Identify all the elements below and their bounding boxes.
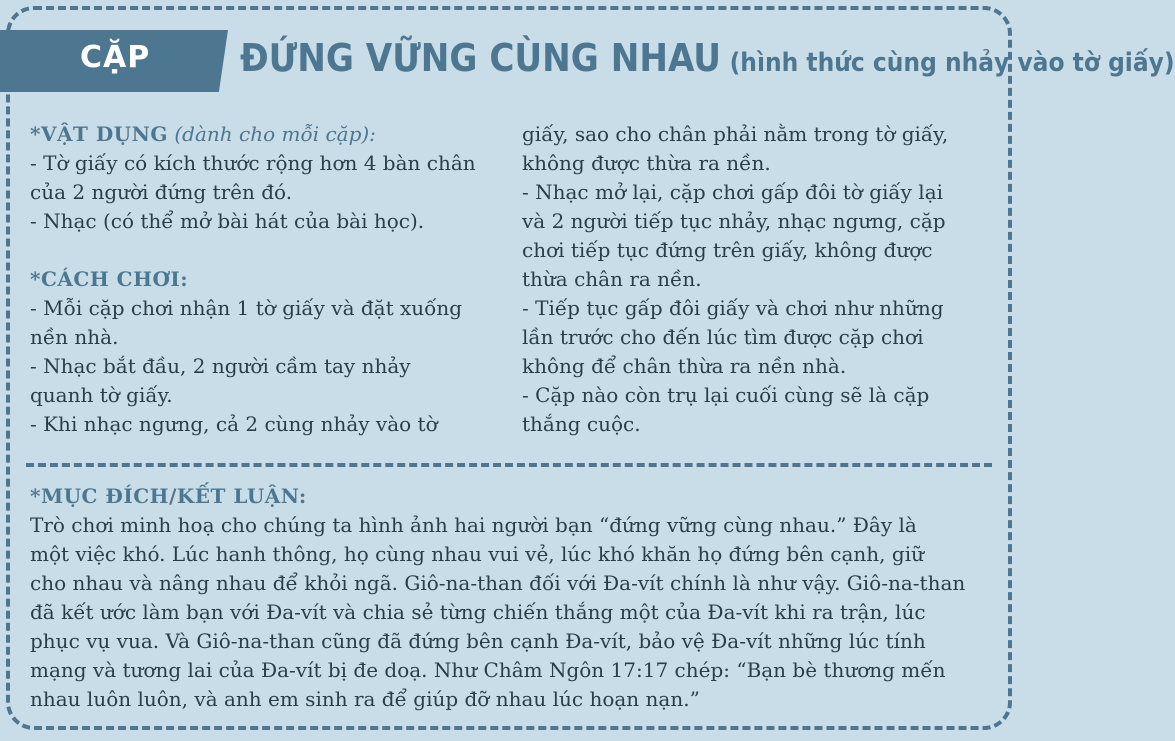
purpose-heading: *MỤC ĐÍCH/KẾT LUẬN: xyxy=(30,484,307,508)
howto-line: nền nhà. xyxy=(30,325,119,349)
howto-line: - Mỗi cặp chơi nhận 1 tờ giấy và đặt xuống xyxy=(30,296,463,320)
materials-heading-line xyxy=(30,120,510,149)
howto-line: - Nhạc bắt đầu, 2 người cầm tay nhảy xyxy=(30,354,411,378)
purpose-line: một việc khó. Lúc hanh thông, họ cùng nhau vui vẻ, lúc khó khăn họ đứng bên cạnh, giữ xyxy=(30,542,924,566)
howto-line: chơi tiếp tục đứng trên giấy, không được xyxy=(522,238,933,262)
purpose-line: nhau luôn luôn, và anh em sinh ra để giúp đỡ nhau lúc hoạn nạn.” xyxy=(30,687,700,711)
howto-line: quanh tờ giấy. xyxy=(30,383,173,407)
materials-item: - Tờ giấy có kích thước rộng hơn 4 bàn chân xyxy=(30,151,476,175)
howto-line: - Tiếp tục gấp đôi giấy và chơi như những xyxy=(522,296,944,320)
purpose-line: đã kết ước làm bạn với Đa-vít và chia sẻ từng chiến thắng một của Đa-vít khi ra trận, lúc xyxy=(30,600,926,624)
purpose-line: mạng và tương lai của Đa-vít bị đe doạ. Như Châm Ngôn 17:17 chép: “Bạn bè thương mến xyxy=(30,658,946,682)
howto-line: không được thừa ra nền. xyxy=(522,151,771,175)
howto-line: - Khi nhạc ngưng, cả 2 cùng nhảy vào tờ xyxy=(30,412,438,436)
purpose-line: phục vụ vua. Và Giô-na-than cũng đã đứng bên cạnh Đa-vít, bảo vệ Đa-vít những lúc tính xyxy=(30,629,926,653)
purpose-line: Trò chơi minh hoạ cho chúng ta hình ảnh hai người bạn “đứng vững cùng nhau.” Đây là xyxy=(30,513,917,537)
purpose-line: cho nhau và nâng nhau để khỏi ngã. Giô-na-than đối với Đa-vít chính là như vậy. Giô-na-than xyxy=(30,571,966,595)
howto-line: thừa chân ra nền. xyxy=(522,267,702,291)
title-subtitle: (hình thức cùng nhảy vào tờ giấy) xyxy=(729,48,1175,78)
category-tag-label: CẶP xyxy=(80,40,151,75)
howto-line: không để chân thừa ra nền nhà. xyxy=(522,354,847,378)
howto-line: lần trước cho đến lúc tìm được cặp chơi xyxy=(522,325,924,349)
materials-heading: *VẬT DỤNG xyxy=(30,122,168,146)
howto-line: - Cặp nào còn trụ lại cuối cùng sẽ là cặp xyxy=(522,383,930,407)
section-divider xyxy=(26,463,992,467)
howto-line: giấy, sao cho chân phải nằm trong tờ giấy, xyxy=(522,122,949,146)
page-title xyxy=(240,36,1175,80)
right-column xyxy=(522,120,992,439)
materials-item: của 2 người đứng trên đó. xyxy=(30,180,293,204)
howto-heading: *CÁCH CHƠI: xyxy=(30,267,189,291)
howto-line: thắng cuộc. xyxy=(522,412,641,436)
howto-line: và 2 người tiếp tục nhảy, nhạc ngưng, cặp xyxy=(522,209,946,233)
purpose-section xyxy=(30,482,1000,714)
materials-item: - Nhạc (có thể mở bài hát của bài học). xyxy=(30,209,425,233)
howto-line: - Nhạc mở lại, cặp chơi gấp đôi tờ giấy lại xyxy=(522,180,944,204)
materials-note: (dành cho mỗi cặp): xyxy=(174,122,376,146)
title-main: ĐỨNG VỮNG CÙNG NHAU xyxy=(240,36,722,80)
left-column xyxy=(30,120,510,439)
